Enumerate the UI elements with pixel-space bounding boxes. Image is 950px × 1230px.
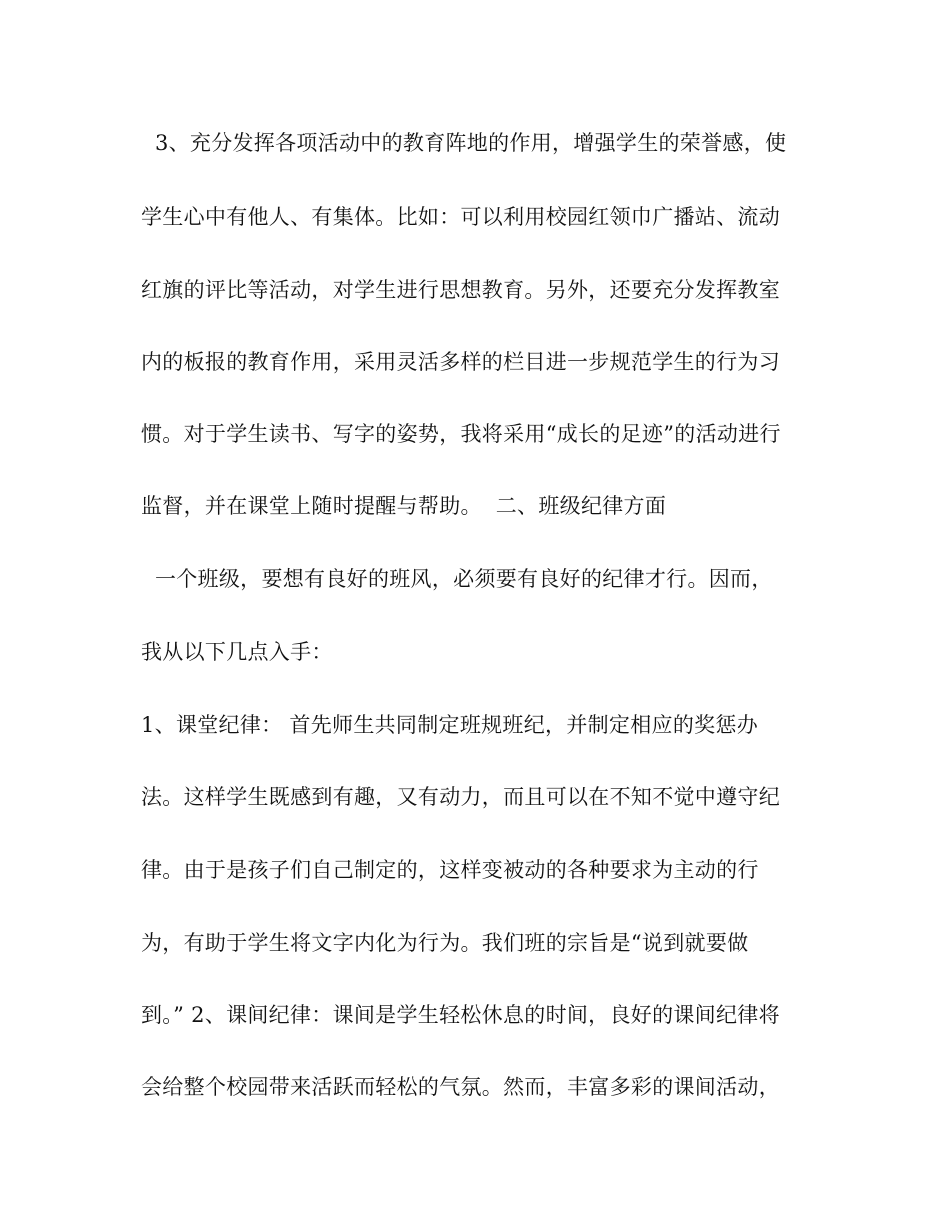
text-line: 律。由于是孩子们自己制定的，这样变被动的各种要求为主动的行: [141, 858, 759, 882]
text-line: 1、课堂纪律： 首先师生共同制定班规班纪，并制定相应的奖惩办: [141, 713, 759, 737]
text-line: 法。这样学生既感到有趣，又有动力，而且可以在不知不觉中遵守纪: [141, 785, 780, 809]
text-line: 为，有助于学生将文字内化为行为。我们班的宗旨是“说到就要做: [141, 931, 749, 955]
text-line: 3、充分发挥各项活动中的教育阵地的作用，增强学生的荣誉感，使: [141, 131, 787, 155]
text-line: 监督，并在课堂上随时提醒与帮助。 二、班级纪律方面: [141, 494, 667, 518]
text-line: 红旗的评比等活动，对学生进行思想教育。另外，还要充分发挥教室: [141, 278, 780, 302]
text-line: 到。” 2、课间纪律：课间是学生轻松休息的时间，良好的课间纪律将: [141, 1003, 780, 1027]
text-line: 我从以下几点入手：: [141, 640, 333, 664]
text-line: 惯。对于学生读书、写字的姿势，我将采用“成长的足迹”的活动进行: [141, 422, 781, 446]
text-line: 内的板报的教育作用，采用灵活多样的栏目进一步规范学生的行为习: [141, 350, 780, 374]
text-line: 学生心中有他人、有集体。比如：可以利用校园红领巾广播站、流动: [141, 205, 780, 229]
text-line: 会给整个校园带来活跃而轻松的气氛。然而，丰富多彩的课间活动，: [141, 1075, 780, 1099]
text-line: 一个班级，要想有良好的班风，必须要有良好的纪律才行。因而，: [141, 567, 773, 591]
